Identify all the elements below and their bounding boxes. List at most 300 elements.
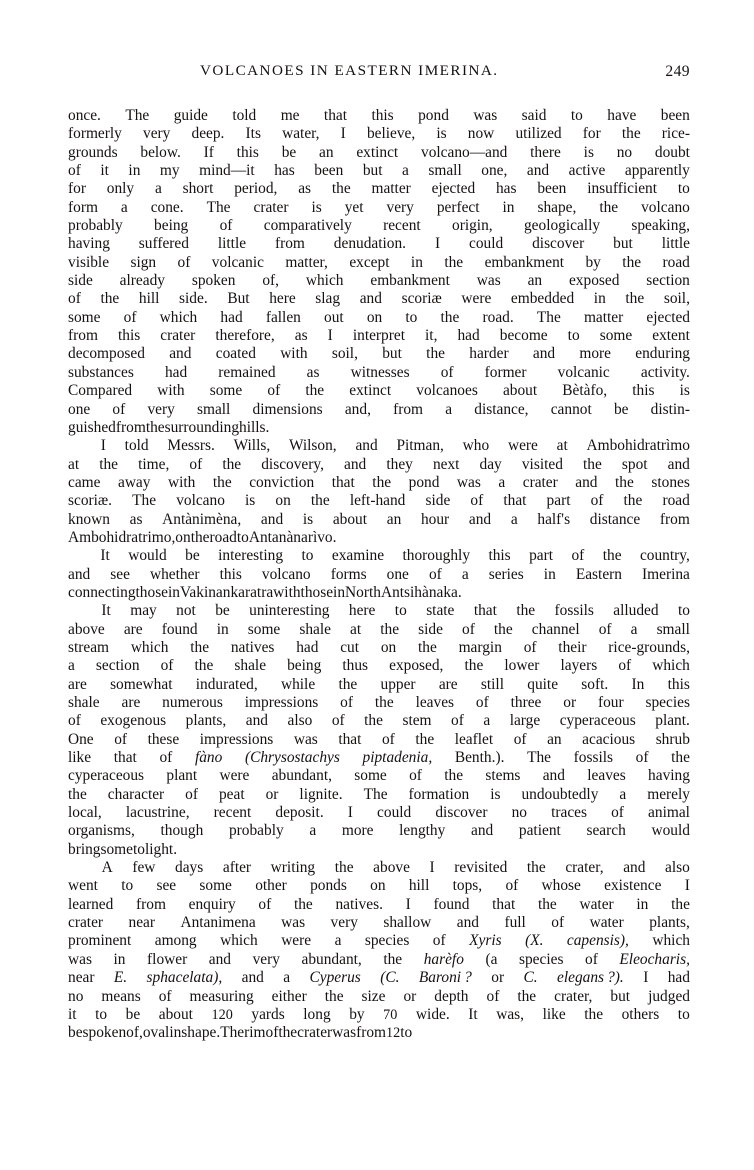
- text-line: [68, 988, 690, 1006]
- word: next: [432, 455, 460, 473]
- word: country,: [639, 547, 690, 565]
- word: the: [493, 620, 513, 638]
- word: out: [324, 308, 344, 326]
- word: while: [280, 675, 316, 693]
- word: be: [215, 602, 230, 620]
- word: stems: [485, 767, 521, 785]
- word: but: [613, 235, 633, 253]
- word: road: [209, 528, 237, 546]
- word: would: [651, 822, 690, 840]
- word: be: [185, 547, 200, 565]
- text-line: [68, 694, 690, 712]
- word: species: [645, 694, 690, 711]
- running-head: [68, 62, 690, 88]
- word: the: [222, 455, 242, 473]
- word: was: [281, 914, 306, 932]
- word: in: [502, 198, 515, 216]
- word: here: [269, 290, 296, 308]
- word: on: [370, 877, 386, 895]
- word: like: [68, 749, 92, 767]
- word: very: [143, 125, 171, 143]
- word: also: [287, 712, 313, 730]
- word: quite: [527, 675, 559, 693]
- word: form: [68, 198, 98, 216]
- word: abundant,: [271, 767, 332, 785]
- word: with: [273, 583, 301, 601]
- word: volcano: [261, 565, 311, 583]
- word: and: [169, 345, 192, 363]
- word: of: [590, 492, 604, 510]
- word: but: [382, 345, 402, 363]
- word: is: [245, 492, 256, 510]
- text-line: [68, 896, 690, 914]
- word: shrub: [655, 730, 690, 748]
- word: doubt: [654, 143, 690, 161]
- word: and: [468, 510, 492, 528]
- word: with: [167, 473, 196, 491]
- word: the: [671, 749, 690, 767]
- word: an: [547, 730, 562, 748]
- word: recent: [383, 217, 421, 235]
- word: hour: [420, 510, 450, 528]
- word: spoken: [191, 272, 236, 290]
- word: character: [107, 785, 165, 803]
- word: thus: [342, 657, 369, 675]
- text-line: [68, 254, 690, 272]
- word: that: [503, 492, 527, 510]
- word: of: [428, 565, 442, 583]
- word: of: [68, 712, 81, 730]
- word: this: [219, 565, 242, 583]
- word: volcanic: [557, 363, 610, 381]
- word: though: [160, 822, 204, 840]
- word: scoriæ.: [68, 492, 113, 510]
- word: more: [341, 822, 374, 840]
- text-line: [68, 859, 690, 877]
- word: of: [409, 767, 422, 785]
- word: I: [327, 327, 333, 345]
- word: shape,: [537, 198, 577, 216]
- word: could: [377, 804, 412, 822]
- word: who: [462, 437, 490, 455]
- word: of: [219, 217, 233, 235]
- word: elegans ?).: [557, 969, 624, 987]
- word: extent: [652, 327, 690, 345]
- word: Baroni ?: [418, 969, 472, 987]
- word: Ambohidratrìmo: [586, 437, 690, 455]
- word: found: [161, 620, 198, 638]
- word: speaking,: [631, 217, 690, 235]
- word: discover: [435, 804, 488, 822]
- text-line: [68, 676, 690, 694]
- word: of: [635, 749, 649, 767]
- word: the: [145, 418, 165, 436]
- word: road: [662, 492, 690, 510]
- word: become: [499, 327, 548, 345]
- word: cannot: [550, 400, 592, 418]
- word: me: [280, 107, 300, 124]
- word: be: [125, 1005, 141, 1023]
- word: volcano: [641, 198, 690, 216]
- word: were: [281, 932, 312, 950]
- word: perfect: [436, 198, 480, 216]
- word: that: [323, 107, 348, 124]
- word: Antanimena: [180, 914, 256, 932]
- word: recent: [213, 804, 252, 822]
- word: part: [529, 547, 554, 565]
- word: therefore,: [215, 327, 275, 345]
- word: in: [128, 162, 141, 180]
- word: to: [567, 327, 580, 345]
- word: and: [667, 455, 690, 473]
- word: cyperaceous: [68, 767, 145, 785]
- word: plants,: [185, 712, 227, 730]
- word: interesting: [218, 547, 284, 565]
- word: been: [314, 162, 344, 180]
- word: and: [241, 969, 264, 987]
- text-line: [68, 180, 690, 198]
- word: species: [364, 932, 410, 950]
- word: this: [117, 327, 141, 345]
- word: volcanic: [211, 253, 264, 271]
- word: Its: [245, 125, 261, 143]
- word: means: [101, 987, 141, 1005]
- word: I: [643, 969, 649, 987]
- word: Wills,: [233, 437, 271, 455]
- word: already: [119, 272, 165, 290]
- word: and: [575, 473, 598, 491]
- word: piptadenia,: [362, 749, 433, 767]
- word: of: [505, 877, 519, 895]
- word: be: [68, 1024, 83, 1042]
- word: mind—it: [199, 162, 255, 180]
- word: left-hand: [349, 492, 406, 510]
- word: sign: [130, 253, 157, 271]
- word: no: [616, 143, 633, 161]
- word: near: [68, 969, 95, 987]
- word: only: [106, 180, 135, 198]
- text-line: [68, 767, 690, 785]
- word: the: [324, 987, 344, 1005]
- word: fossils: [573, 749, 613, 767]
- word: road: [662, 253, 690, 271]
- word: for: [582, 125, 601, 143]
- word: conviction: [249, 473, 315, 491]
- word: of: [68, 162, 81, 180]
- word: hills.: [239, 418, 270, 436]
- word: shale: [68, 694, 100, 711]
- word: my: [159, 162, 180, 180]
- word: of: [267, 382, 281, 400]
- word: impressions: [199, 730, 274, 748]
- word: this: [236, 143, 259, 161]
- word: hill: [138, 290, 160, 308]
- word: as: [129, 510, 143, 528]
- word: leaflet: [454, 730, 494, 748]
- word: pond: [418, 107, 449, 124]
- word: matter: [583, 308, 624, 326]
- text-line: [68, 345, 690, 363]
- word: of: [189, 455, 203, 473]
- word: Antànimèna,: [162, 510, 242, 528]
- word: near: [128, 914, 155, 932]
- word: soft.: [581, 675, 609, 693]
- word: said: [521, 107, 547, 124]
- word: are: [123, 620, 143, 638]
- word: revisited: [454, 859, 508, 877]
- word: matter: [371, 180, 411, 198]
- word: been: [537, 180, 567, 198]
- text-line: [68, 877, 690, 895]
- word: days: [175, 859, 204, 877]
- word: the: [464, 657, 484, 675]
- word: stem: [402, 712, 432, 730]
- word: apparently: [624, 162, 690, 180]
- word: it,: [425, 327, 438, 345]
- word: whether: [149, 565, 200, 583]
- word: that: [338, 730, 362, 748]
- word: It: [101, 602, 111, 620]
- word: existence: [604, 877, 662, 895]
- word: I: [340, 125, 346, 143]
- word: judged: [648, 987, 690, 1005]
- word: of: [513, 730, 527, 748]
- word: crater: [297, 1024, 333, 1042]
- word: side: [68, 272, 93, 290]
- word: the: [100, 290, 120, 308]
- word: enquiry: [188, 895, 236, 913]
- word: of: [258, 895, 272, 913]
- word: light.: [144, 840, 178, 858]
- word: water,: [282, 125, 320, 143]
- word: the: [212, 473, 232, 491]
- word: The: [132, 492, 157, 510]
- word: which: [220, 932, 258, 950]
- text-line: [68, 749, 690, 767]
- word: channel: [531, 620, 580, 638]
- word: crater,: [565, 859, 604, 877]
- word: of: [585, 950, 598, 968]
- word: this: [371, 107, 394, 124]
- word: from: [356, 1024, 387, 1042]
- word: a: [445, 400, 453, 418]
- word: Benth.).: [454, 749, 505, 767]
- word: or: [403, 987, 417, 1005]
- word: the: [444, 767, 464, 785]
- word: the: [537, 895, 557, 913]
- word: soil,: [663, 290, 690, 308]
- word: One: [68, 730, 94, 748]
- word: traces: [551, 804, 587, 822]
- word: above: [373, 859, 410, 877]
- word: a: [309, 822, 317, 840]
- word: from: [274, 235, 305, 253]
- word: in: [333, 583, 346, 601]
- word: small: [196, 400, 231, 418]
- word: the: [331, 180, 351, 198]
- word: of: [451, 712, 464, 730]
- word: size: [361, 987, 386, 1005]
- text-line: [68, 272, 690, 290]
- word: water: [579, 895, 614, 913]
- word: small: [428, 162, 462, 180]
- word: margin: [458, 638, 502, 656]
- word: which: [652, 932, 690, 950]
- word: the: [671, 895, 690, 913]
- text-line: [68, 1024, 690, 1042]
- word: exogenous: [100, 712, 167, 730]
- word: dimensions: [252, 400, 323, 418]
- word: shale: [299, 620, 331, 638]
- word: they: [386, 455, 413, 473]
- word: pond: [408, 473, 440, 491]
- word: depth: [434, 987, 469, 1005]
- word: at: [556, 437, 568, 455]
- word: on: [275, 492, 291, 510]
- word: some: [247, 620, 281, 638]
- word: embedded: [510, 290, 575, 308]
- word: the: [190, 528, 210, 546]
- word: the: [190, 638, 210, 656]
- word: comparatively: [263, 217, 352, 235]
- word: a: [630, 620, 638, 638]
- word: from: [115, 418, 146, 436]
- word: large: [509, 712, 541, 730]
- word: has: [495, 180, 517, 198]
- word: but: [610, 987, 631, 1005]
- word: those: [300, 583, 334, 601]
- text-line: [68, 951, 690, 969]
- word: to: [394, 602, 407, 620]
- word: was: [473, 107, 498, 124]
- word: lower: [504, 657, 540, 675]
- word: period,: [234, 180, 278, 198]
- word: part: [546, 492, 571, 510]
- word: about: [502, 382, 538, 400]
- word: 12: [386, 1025, 401, 1042]
- word: guished: [68, 418, 116, 436]
- word: being: [154, 217, 189, 235]
- word: above: [68, 620, 105, 638]
- word: and: [355, 437, 378, 455]
- word: from: [136, 895, 166, 913]
- text-line: [68, 364, 690, 382]
- word: a: [510, 510, 518, 528]
- text-line: [68, 309, 690, 327]
- word: leaves: [587, 767, 626, 785]
- word: about: [158, 1005, 193, 1023]
- word: cyperaceous: [559, 712, 636, 730]
- word: crater: [253, 198, 289, 216]
- word: side: [425, 492, 451, 510]
- word: were: [219, 767, 250, 785]
- word: that: [492, 895, 516, 913]
- text-line: [68, 125, 690, 143]
- word: be: [613, 400, 629, 418]
- word: which: [130, 638, 169, 656]
- word: their: [558, 638, 587, 656]
- word: the: [517, 987, 537, 1005]
- word: at: [350, 620, 362, 638]
- word: crater: [68, 914, 104, 932]
- word: writing: [270, 859, 316, 877]
- text-line: [68, 162, 690, 180]
- word: Bètàfo,: [562, 382, 608, 400]
- word: of: [618, 657, 632, 675]
- word: to: [95, 1005, 108, 1023]
- text-line: [68, 602, 690, 620]
- word: in: [593, 290, 606, 308]
- word: the: [415, 730, 435, 748]
- word: the: [278, 1024, 298, 1042]
- word: still: [480, 675, 504, 693]
- word: short: [182, 180, 214, 198]
- word: ejected: [431, 180, 476, 198]
- word: plant: [166, 767, 198, 785]
- word: to: [133, 840, 145, 858]
- word: of: [475, 694, 489, 711]
- word: yards: [251, 1005, 285, 1023]
- word: other: [255, 877, 287, 895]
- word: volcano: [176, 492, 225, 510]
- word: of: [571, 547, 585, 565]
- word: animal: [648, 804, 690, 822]
- word: to: [405, 308, 418, 326]
- word: exposed,: [389, 657, 444, 675]
- word: are: [121, 694, 141, 711]
- word: somewhat: [110, 675, 173, 693]
- word: Compared: [68, 382, 133, 400]
- word: now: [467, 125, 495, 143]
- word: (X.: [525, 932, 544, 950]
- word: the: [583, 455, 602, 473]
- word: which: [159, 308, 198, 326]
- word: was: [68, 950, 92, 968]
- text-line: [68, 804, 690, 822]
- word: volcanoes: [416, 382, 478, 400]
- word: away: [117, 473, 151, 491]
- word: extinct: [356, 143, 399, 161]
- word: and: [532, 345, 556, 363]
- word: one: [68, 400, 91, 418]
- word: half's: [537, 510, 571, 528]
- text-line: [68, 474, 690, 492]
- word: patient: [518, 822, 561, 840]
- word: like: [542, 1005, 566, 1023]
- word: as: [298, 180, 312, 198]
- word: some: [599, 327, 633, 345]
- text-line: [68, 290, 690, 308]
- word: examine: [331, 547, 385, 565]
- word: of: [160, 657, 174, 675]
- word: to: [236, 528, 249, 546]
- word: the: [372, 473, 392, 491]
- word: or: [563, 694, 577, 711]
- word: a: [120, 198, 128, 216]
- word: from: [659, 510, 690, 528]
- word: these: [147, 730, 180, 748]
- word: merely: [647, 785, 690, 803]
- word: origin,: [452, 217, 493, 235]
- word: of: [440, 363, 454, 381]
- word: here: [348, 602, 376, 620]
- word: as: [306, 363, 320, 381]
- word: it: [68, 1005, 77, 1023]
- word: believe,: [366, 125, 416, 143]
- word: insufficient: [587, 180, 658, 198]
- word: and: [526, 162, 550, 180]
- word: series: [488, 565, 524, 583]
